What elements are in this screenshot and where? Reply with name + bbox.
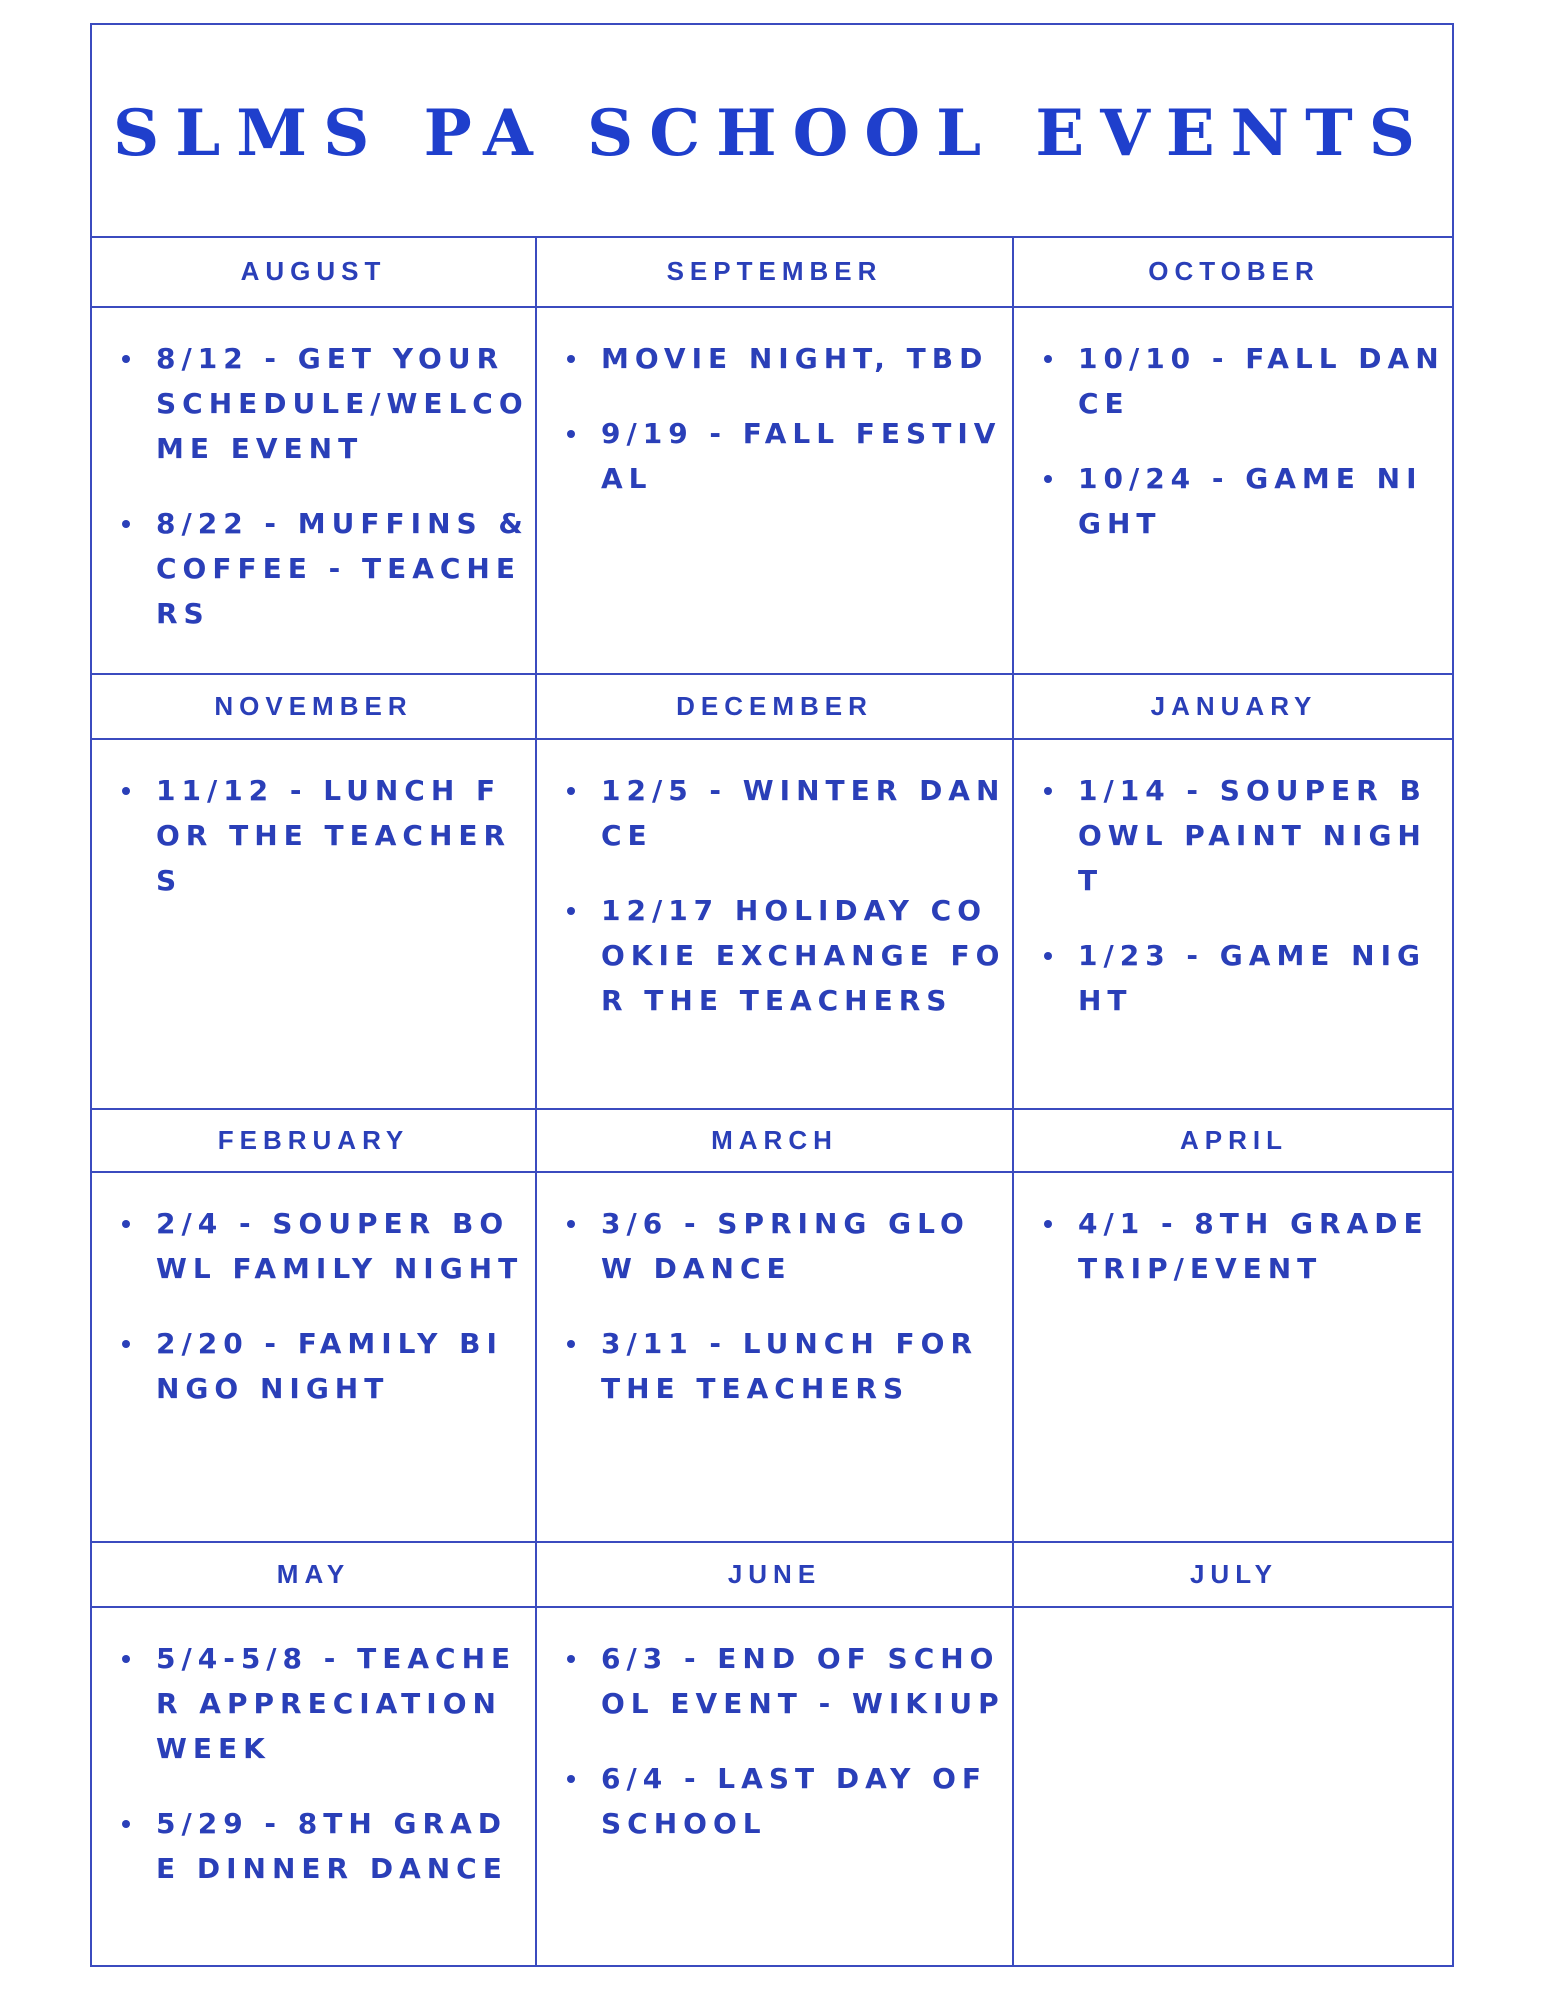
event-item: 11/12 - LUNCH FOR THE TEACHERS [120, 768, 529, 903]
event-item: 2/20 - FAMILY BINGO NIGHT [120, 1321, 529, 1411]
month-cell-november [92, 675, 535, 1110]
month-heading: NOVEMBER [214, 691, 413, 721]
event-list [565, 1201, 1006, 1441]
event-item: 10/24 - GAME NIGHT [1042, 456, 1448, 546]
month-heading: FEBRUARY [217, 1125, 410, 1155]
month-heading: AUGUST [240, 255, 387, 286]
month-heading: DECEMBER [676, 691, 873, 721]
event-item: 1/23 - GAME NIGHT [1042, 933, 1448, 1023]
event-item: 3/11 - LUNCH FOR THE TEACHERS [565, 1321, 1006, 1411]
event-list [120, 336, 529, 666]
row-divider [92, 1541, 1452, 1543]
month-cell-march [537, 1110, 1012, 1543]
row-divider [92, 738, 1452, 740]
month-heading: JANUARY [1150, 691, 1318, 721]
event-item: 2/4 - SOUPER BOWL FAMILY NIGHT [120, 1201, 529, 1291]
event-list [565, 1636, 1006, 1876]
event-item: 8/22 - MUFFINS & COFFEE - TEACHERS [120, 501, 529, 636]
event-list [1042, 336, 1448, 576]
row-divider [92, 306, 1452, 308]
event-item: 12/17 HOLIDAY COOKIE EXCHANGE FOR THE TEACHERS [565, 888, 1006, 1023]
event-item: 5/29 - 8TH GRADE DINNER DANCE [120, 1801, 529, 1891]
event-item: 8/12 - GET YOUR SCHEDULE/WELCOME EVENT [120, 336, 529, 471]
row-divider [92, 1171, 1452, 1173]
event-item: MOVIE NIGHT, TBD [565, 336, 1006, 381]
event-list [120, 1201, 529, 1441]
row-divider [92, 1108, 1452, 1110]
title-box [92, 25, 1452, 238]
month-heading: JULY [1189, 1559, 1279, 1589]
month-cell-december [537, 675, 1012, 1110]
event-item: 6/3 - END OF SCHOOL EVENT - WIKIUP [565, 1636, 1006, 1726]
event-item: 1/14 - SOUPER BOWL PAINT NIGHT [1042, 768, 1448, 903]
month-heading: MAY [276, 1559, 351, 1589]
month-cell-january [1014, 675, 1454, 1110]
event-list [1042, 768, 1448, 1053]
page-title: SLMS PA SCHOOL EVENTS [113, 96, 1431, 171]
event-item: 9/19 - FALL FESTIVAL [565, 411, 1006, 501]
event-item: 5/4-5/8 - TEACHER APPRECIATION WEEK [120, 1636, 529, 1771]
month-cell-august [92, 236, 535, 675]
month-cell-october [1014, 236, 1454, 675]
month-cell-september [537, 236, 1012, 675]
month-heading: JUNE [727, 1559, 822, 1589]
event-item: 10/10 - FALL DANCE [1042, 336, 1448, 426]
event-list [565, 336, 1006, 531]
month-heading: MARCH [711, 1125, 838, 1155]
row-divider [92, 1606, 1452, 1608]
event-list [120, 1636, 529, 1921]
event-item: 6/4 - LAST DAY OF SCHOOL [565, 1756, 1006, 1846]
events-sheet [90, 23, 1454, 1967]
month-heading: OCTOBER [1148, 255, 1320, 286]
event-item: 12/5 - WINTER DANCE [565, 768, 1006, 858]
month-cell-april [1014, 1110, 1454, 1543]
event-list [1042, 1201, 1448, 1321]
event-list [565, 768, 1006, 1053]
row-divider [92, 673, 1452, 675]
event-item: 3/6 - SPRING GLOW DANCE [565, 1201, 1006, 1291]
event-list [120, 768, 529, 933]
month-heading: SEPTEMBER [666, 255, 883, 286]
event-item: 4/1 - 8TH GRADE TRIP/EVENT [1042, 1201, 1448, 1291]
month-cell-february [92, 1110, 535, 1543]
month-heading: APRIL [1180, 1125, 1288, 1155]
